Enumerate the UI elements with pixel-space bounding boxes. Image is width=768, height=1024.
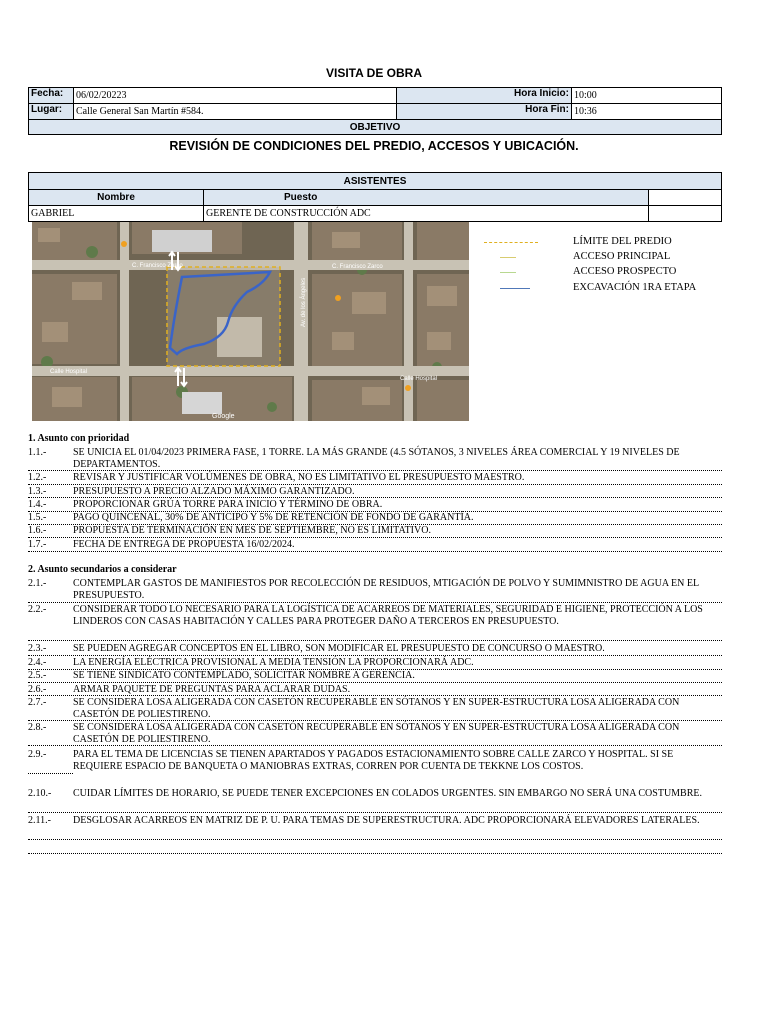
site-map	[32, 222, 469, 421]
attendee-name: GABRIEL	[29, 206, 204, 222]
item-number: 1.1.-	[28, 447, 47, 458]
legend-label: ACCESO PROSPECTO	[573, 266, 677, 277]
legend-line-acceso-principal	[500, 257, 516, 258]
legend-label: EXCAVACIÓN 1RA ETAPA	[573, 282, 697, 293]
section-2-title: 2. Asunto secundarios a considerar	[28, 564, 177, 575]
street-label: Calle Hospital	[50, 369, 88, 375]
list-item: 1.6.- PROPUESTA DE TERMINACIÓN EN MES DE SEPTIEMBRE, NO ES LIMITATIVO.	[28, 525, 431, 536]
legend-label: LÍMITE DEL PREDIO	[573, 236, 672, 247]
list-item: 2.2.- CONSIDERAR TODO LO NECESARIO PARA LA LOGÍSTICA DE ACARREOS DE MATERIALES, SEGURIDAD E HIGIENE, PROTECCIÓN A LOS LINDEROS CON CASAS HABITACIÓN Y CALLES PARA PROTEGER DAÑO A TERCEROS EN PRESUPUESTO.	[28, 604, 703, 627]
map-brand: Google	[212, 413, 235, 420]
list-item: 2.11.- DESGLOSAR ACARREOS EN MATRIZ DE P. U. PARA TEMAS DE SUPERESTRUCTURA. ADC PROPORCIONARÁ ELEVADORES LATERALES.	[28, 815, 700, 826]
lugar-value: Calle General San Martín #584.	[74, 104, 397, 120]
table-row	[29, 206, 722, 222]
list-item: 1.4.- PROPORCIONAR GRÚA TORRE PARA INICIO Y TÉRMINO DE OBRA.	[28, 499, 383, 510]
map-pin-icon	[335, 295, 341, 301]
map-pin-icon	[405, 385, 411, 391]
hora-inicio-label: Hora Inicio:	[397, 88, 572, 104]
hora-fin-value: 10:36	[572, 104, 722, 120]
list-item: 1.7.- FECHA DE ENTREGA DE PROPUESTA 16/02/2024.	[28, 539, 295, 550]
map-pin-icon	[121, 241, 127, 247]
objective-text: REVISIÓN DE CONDICIONES DEL PREDIO, ACCESOS Y UBICACIÓN.	[169, 139, 579, 153]
list-item: 2.4.- LA ENERGÍA ELÉCTRICA PROVISIONAL A MEDIA TENSIÓN LA PROPORCIONARÁ ADC.	[28, 657, 474, 668]
list-item	[28, 447, 722, 470]
street-label: Av. de los Ángeles	[301, 277, 307, 327]
hora-inicio-value: 10:00	[572, 88, 722, 104]
list-item: 2.8.- SE CONSIDERA LOSA ALIGERADA CON CASETÓN RECUPERABLE EN SÓTANOS Y EN SUPER-ESTRUCTURA LOSA ALIGERADA CON CASETÓN DE POLIESTIRENO.	[28, 722, 680, 745]
visit-header-table	[28, 87, 722, 135]
attendee-role: GERENTE DE CONSTRUCCIÓN ADC	[204, 206, 649, 222]
objetivo-label: OBJETIVO	[29, 120, 722, 135]
fecha-value: 06/02/20223	[74, 88, 397, 104]
asistentes-label: ASISTENTES	[29, 173, 722, 190]
lugar-label: Lugar:	[29, 104, 74, 120]
document-title: VISITA DE OBRA	[325, 66, 422, 80]
list-item: 2.6.- ARMAR PAQUETE DE PREGUNTAS PARA ACLARAR DUDAS.	[28, 684, 351, 695]
street-label: C. Francisco Zarco	[332, 264, 383, 270]
list-item: 2.1.- CONTEMPLAR GASTOS DE MANIFIESTOS POR RECOLECCIÓN DE RESIDUOS, MTIGACIÓN DE POLVO Y SUMIMNISTRO DE AGUA EN EL PRESUPUESTO.	[28, 578, 699, 601]
street-label: Calle Hospital	[400, 376, 438, 382]
legend-line-excavacion	[500, 288, 530, 289]
section-1-title: 1. Asunto con prioridad	[28, 433, 130, 444]
col-nombre: Nombre	[29, 190, 204, 206]
list-item: 1.2.- REVISAR Y JUSTIFICAR VOLÚMENES DE OBRA, NO ES LIMITATIVO EL PRESUPUESTO MAESTRO.	[28, 472, 525, 483]
list-item: 2.10.- CUIDAR LÍMITES DE HORARIO, SE PUEDE TENER EXCEPCIONES EN COLADOS URGENTES. SIN EMBARGO NO SERÁ UNA COSTUMBRE.	[28, 788, 703, 799]
hora-fin-label: Hora Fin:	[397, 104, 572, 120]
attendees-table	[28, 172, 722, 222]
list-item: 1.5.- PAGO QUINCENAL, 30% DE ANTICIPO Y 5% DE RETENCIÓN DE FONDO DE GARANTÍA.	[28, 512, 474, 523]
legend-line-predio	[484, 242, 538, 243]
legend-line-acceso-prospecto	[500, 272, 516, 273]
col-puesto: Puesto	[204, 190, 649, 206]
list-item: 2.5.- SE TIENE SINDICATO CONTEMPLADO, SOLICITAR NOMBRE A GERENCIA.	[28, 670, 415, 681]
legend-label: ACCESO PRINCIPAL	[573, 251, 671, 262]
item-text: SE UNICIA EL 01/04/2023 PRIMERA FASE, 1 TORRE. LA MÁS GRANDE (4.5 SÓTANOS, 3 NIVELES ÁREA COMERCIAL Y 19 NIVELES DE DEPARTAMENTOS.	[73, 447, 680, 470]
fecha-label: Fecha:	[29, 88, 74, 104]
list-item: 2.3.- SE PUEDEN AGREGAR CONCEPTOS EN EL LIBRO, SON MODIFICAR EL PRESUPUESTO DE CONCURSO O MAESTRO.	[28, 643, 605, 654]
street-label: C. Francisco Zarco	[132, 263, 183, 269]
list-item: 1.3.- PRESUPUESTO A PRECIO ALZADO MÁXIMO GARANTIZADO.	[28, 486, 355, 497]
list-item: 2.9.- PARA EL TEMA DE LICENCIAS SE TIENEN APARTADOS Y PAGADOS ESTACIONAMIENTO SOBRE CALLE ZARCO Y HOSPITAL. SI SE REQUIERE ESPACIO DE BANQUETA O MANIOBRAS EXTRAS, CORREN POR CUENTA DE TEKKNE LOS COSTOS.	[28, 749, 674, 772]
list-item: 2.7.- SE CONSIDERA LOSA ALIGERADA CON CASETÓN RECUPERABLE EN SÓTANOS Y EN SUPER-ESTRUCTURA LOSA ALIGERADA CON CASETÓN DE POLIESTIRENO.	[28, 697, 680, 720]
